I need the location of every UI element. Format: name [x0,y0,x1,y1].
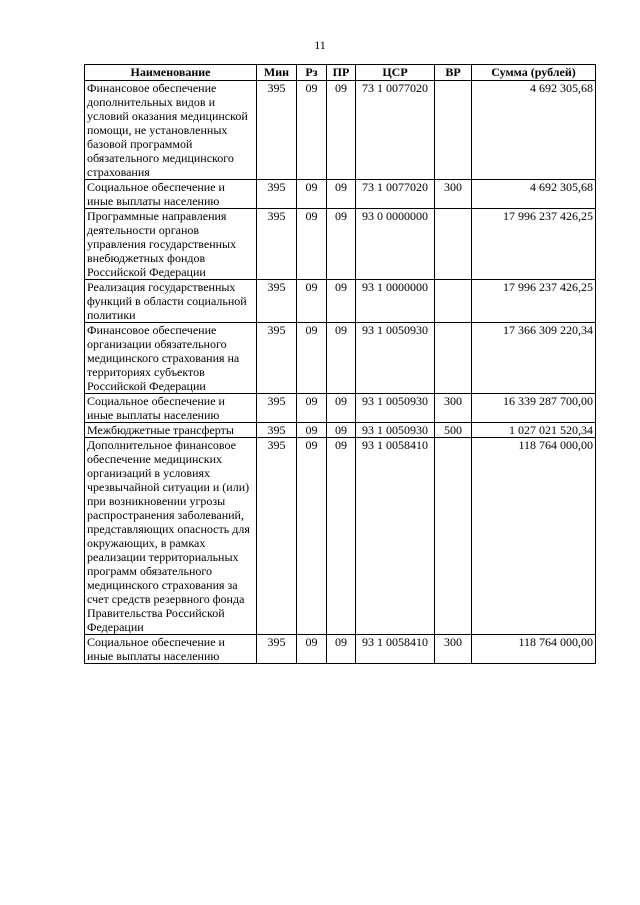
cell-sum: 4 692 305,68 [472,81,596,180]
cell-csr: 73 1 0077020 [356,180,435,209]
cell-name: Социальное обеспечение и иные выплаты населению [85,394,257,423]
cell-csr: 93 1 0058410 [356,635,435,664]
cell-min: 395 [257,280,297,323]
table-row [85,81,596,180]
cell-min: 395 [257,394,297,423]
cell-rz: 09 [297,423,327,438]
cell-csr: 93 1 0050930 [356,323,435,394]
cell-csr: 93 0 0000000 [356,209,435,280]
table-row [85,180,596,209]
cell-min: 395 [257,438,297,635]
cell-vr [435,209,472,280]
header-sum: Сумма (рублей) [472,65,596,81]
cell-rz: 09 [297,635,327,664]
cell-rz: 09 [297,280,327,323]
cell-pr: 09 [327,635,356,664]
cell-rz: 09 [297,323,327,394]
cell-min: 395 [257,423,297,438]
cell-sum: 1 027 021 520,34 [472,423,596,438]
cell-sum: 16 339 287 700,00 [472,394,596,423]
cell-rz: 09 [297,180,327,209]
cell-name: Социальное обеспечение и иные выплаты населению [85,635,257,664]
cell-vr: 300 [435,180,472,209]
cell-name: Дополнительное финансовое обеспечение медицинских организаций в условиях чрезвычайной ситуации и (или) при возникновении угрозы распространения заболеваний, представляющих опасность для окружающих, в рамках реализации территориальных программ обязательного медицинского страхования за счет средств резервного фонда Правительства Российской Федерации [85,438,257,635]
cell-sum: 17 996 237 426,25 [472,209,596,280]
header-min: Мин [257,65,297,81]
cell-vr [435,323,472,394]
cell-vr [435,280,472,323]
header-name: Наименование [85,65,257,81]
header-rz: Рз [297,65,327,81]
header-vr: ВР [435,65,472,81]
table-row [85,438,596,635]
page-number: 11 [314,38,326,52]
cell-min: 395 [257,180,297,209]
table-row [85,323,596,394]
cell-pr: 09 [327,280,356,323]
cell-sum: 4 692 305,68 [472,180,596,209]
cell-name: Реализация государственных функций в области социальной политики [85,280,257,323]
cell-min: 395 [257,635,297,664]
cell-name: Финансовое обеспечение организации обязательного медицинского страхования на территориях субъектов Российской Федерации [85,323,257,394]
table-row [85,423,596,438]
table-header-row [85,65,596,81]
cell-vr: 500 [435,423,472,438]
cell-pr: 09 [327,81,356,180]
cell-name: Программные направления деятельности органов управления государственных внебюджетных фондов Российской Федерации [85,209,257,280]
cell-name: Финансовое обеспечение дополнительных видов и условий оказания медицинской помощи, не установленных базовой программой обязательного медицинского страхования [85,81,257,180]
cell-vr [435,81,472,180]
cell-sum: 118 764 000,00 [472,635,596,664]
cell-pr: 09 [327,423,356,438]
cell-min: 395 [257,323,297,394]
header-pr: ПР [327,65,356,81]
cell-csr: 93 1 0050930 [356,423,435,438]
cell-pr: 09 [327,209,356,280]
table-row [85,280,596,323]
cell-sum: 17 996 237 426,25 [472,280,596,323]
cell-rz: 09 [297,81,327,180]
cell-name: Межбюджетные трансферты [85,423,257,438]
cell-vr [435,438,472,635]
cell-vr: 300 [435,635,472,664]
cell-min: 395 [257,209,297,280]
header-csr: ЦСР [356,65,435,81]
cell-rz: 09 [297,209,327,280]
cell-pr: 09 [327,180,356,209]
cell-csr: 93 1 0050930 [356,394,435,423]
cell-csr: 93 1 0000000 [356,280,435,323]
cell-name: Социальное обеспечение и иные выплаты населению [85,180,257,209]
cell-min: 395 [257,81,297,180]
cell-csr: 93 1 0058410 [356,438,435,635]
cell-pr: 09 [327,394,356,423]
table-row [85,635,596,664]
cell-rz: 09 [297,438,327,635]
table-row [85,394,596,423]
cell-pr: 09 [327,323,356,394]
cell-sum: 118 764 000,00 [472,438,596,635]
cell-csr: 73 1 0077020 [356,81,435,180]
cell-rz: 09 [297,394,327,423]
cell-sum: 17 366 309 220,34 [472,323,596,394]
cell-vr: 300 [435,394,472,423]
budget-table [84,64,596,664]
table-row [85,209,596,280]
cell-pr: 09 [327,438,356,635]
